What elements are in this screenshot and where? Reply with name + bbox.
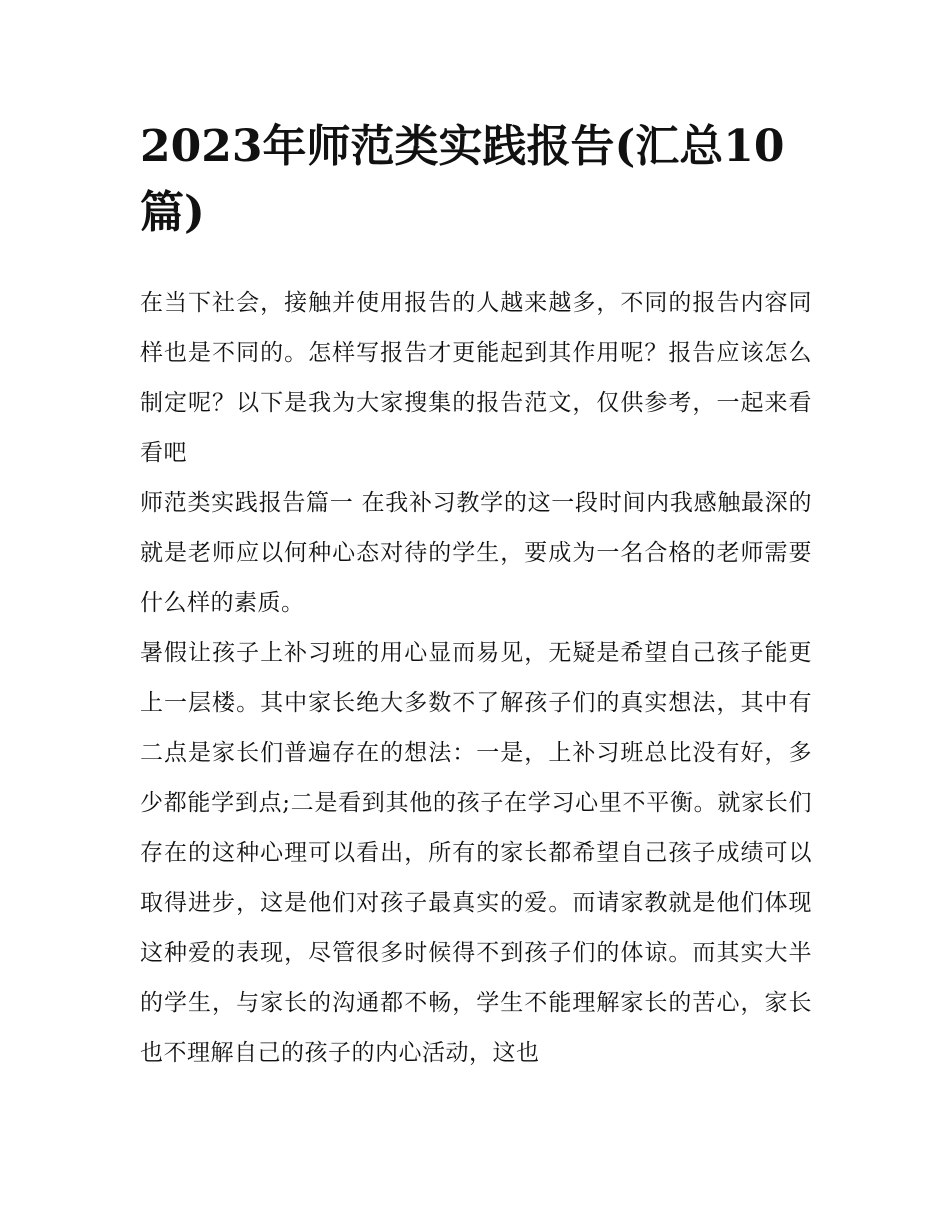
- intro-paragraph: 在当下社会，接触并使用报告的人越来越多，不同的报告内容同样也是不同的。怎样写报告才更能起到其作用呢？报告应该怎么制定呢？以下是我为大家搜集的报告范文，仅供参考，一起来看看吧: [140, 290, 812, 466]
- document-title: 2023年师范类实践报告(汇总10篇): [140, 121, 785, 238]
- summer-tutoring-paragraph: 暑假让孩子上补习班的用心显而易见，无疑是希望自己孩子能更上一层楼。其中家长绝大多数不了解孩子们的真实想法，其中有二点是家长们普遍存在的想法：一是，上补习班总比没有好，多少都能学到点;二是看到其他的孩子在学习心里不平衡。就家长们存在的这种心理可以看出，所有的家长都希望自己孩子成绩可以取得进步，这是他们对孩子最真实的爱。而请家教就是他们体现这种爱的表现，尽管很多时候得不到孩子们的体谅。而其实大半的学生，与家长的沟通都不畅，学生不能理解家长的苦心，家长也不理解自己的孩子的内心活动，这也: [140, 640, 812, 1066]
- report-one-paragraph: 师范类实践报告篇一 在我补习教学的这一段时间内我感触最深的就是老师应以何种心态对待的学生，要成为一名合格的老师需要什么样的素质。: [140, 490, 812, 616]
- document-body: [140, 278, 812, 1078]
